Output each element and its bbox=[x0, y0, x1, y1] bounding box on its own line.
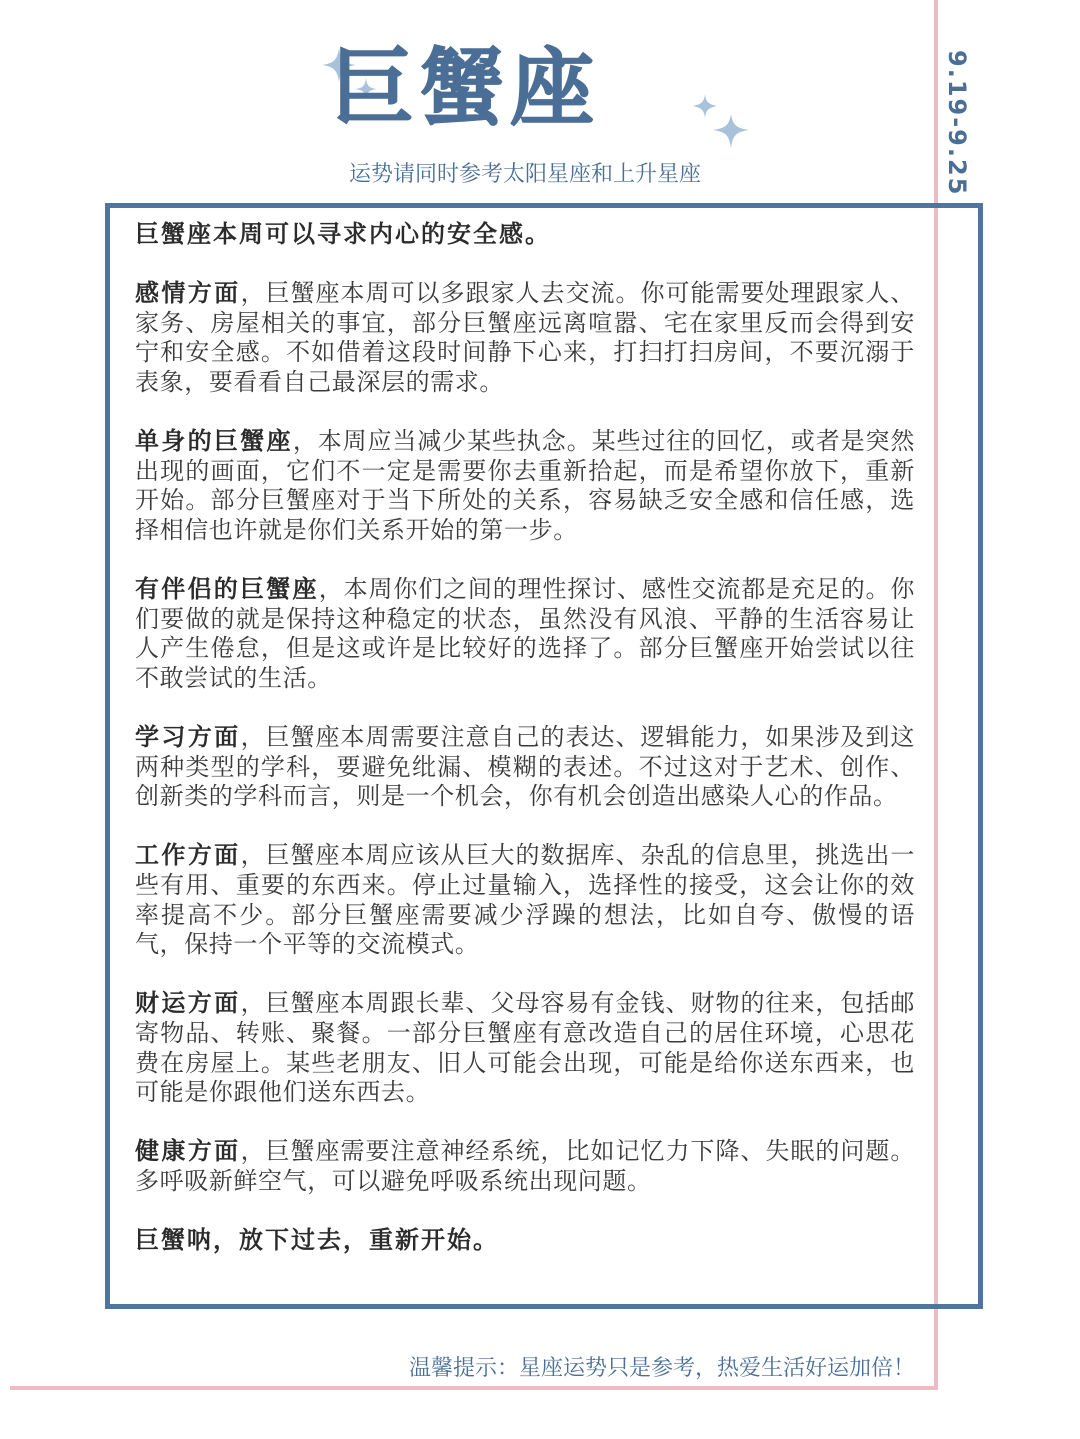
section-text: ，巨蟹座本周跟长辈、父母容易有金钱、财物的往来，包括邮寄物品、转账、聚餐。一部分巨蟹座有意改造自己的居住环境，心思花费在房屋上。某些老朋友、旧人可能会出现，可能是给你送东西来，也可能是你跟他们送东西去。 bbox=[135, 989, 915, 1107]
section-heading: 学习方面 bbox=[135, 723, 241, 752]
section-health bbox=[135, 1137, 915, 1196]
section-text: ，巨蟹座本周需要注意自己的表达、逻辑能力，如果涉及到这两种类型的学科，要避免纰漏、模糊的表述。不过这对于艺术、创作、创新类的学科而言，则是一个机会，你有机会创造出感染人心的作品。 bbox=[135, 723, 915, 811]
date-range: 9.19-9.25 bbox=[943, 50, 971, 197]
section-heading: 感情方面 bbox=[135, 279, 241, 308]
section-text: ，本周你们之间的理性探讨、感性交流都是充足的。你们要做的就是保持这种稳定的状态，虽然没有风浪、平静的生活容易让人产生倦怠，但是这或许是比较好的选择了。部分巨蟹座开始尝试以往不敢尝试的生活。 bbox=[135, 575, 916, 692]
section-study bbox=[135, 723, 915, 812]
intro-line: 巨蟹座本周可以寻求内心的安全感。 bbox=[135, 220, 551, 248]
section-work bbox=[135, 841, 915, 959]
section-heading: 工作方面 bbox=[135, 841, 241, 870]
pink-horizontal-line bbox=[10, 1386, 938, 1390]
page-title: 巨蟹座 bbox=[329, 39, 600, 137]
section-heading: 健康方面 bbox=[135, 1137, 241, 1166]
section-love bbox=[135, 279, 915, 397]
section-single bbox=[135, 427, 915, 545]
section-heading: 单身的巨蟹座 bbox=[135, 427, 293, 456]
section-text: ，巨蟹座本周可以多跟家人去交流。你可能需要处理跟家人、家务、房屋相关的事宜，部分巨蟹座远离喧嚣、宅在家里反而会得到安宁和安全感。不如借着这段时间静下心来，打扫打扫房间，不要沉溺于表象，要看看自己最深层的需求。 bbox=[135, 279, 915, 396]
section-heading: 有伴侣的巨蟹座 bbox=[135, 575, 319, 604]
section-text: ，本周应当减少某些执念。某些过往的回忆，或者是突然出现的画面，它们不一定是需要你去重新拾起，而是希望你放下，重新开始。部分巨蟹座对于当下所处的关系，容易缺乏安全感和信任感，选择相信也许就是你们关系开始的第一步。 bbox=[135, 427, 916, 544]
subtitle: 运势请同时参考太阳星座和上升星座 bbox=[348, 162, 701, 187]
sparkle-icon bbox=[693, 94, 753, 154]
section-wealth bbox=[135, 989, 915, 1107]
horoscope-content bbox=[135, 220, 915, 1285]
section-text: ，巨蟹座本周应该从巨大的数据库、杂乱的信息里，挑选出一些有用、重要的东西来。停止过量输入，选择性的接受，这会让你的效率提高不少。部分巨蟹座需要减少浮躁的想法，比如自夸、傲慢的语气，保持一个平等的交流模式。 bbox=[135, 841, 915, 959]
footer-tip: 温馨提示：星座运势只是参考，热爱生活好运加倍！ bbox=[408, 1356, 915, 1381]
closing-line: 巨蟹呐，放下过去，重新开始。 bbox=[135, 1226, 499, 1255]
section-heading: 财运方面 bbox=[135, 989, 241, 1018]
section-partnered bbox=[135, 575, 915, 693]
section-text: ，巨蟹座需要注意神经系统，比如记忆力下降、失眠的问题。多呼吸新鲜空气，可以避免呼吸系统出现问题。 bbox=[135, 1137, 915, 1195]
